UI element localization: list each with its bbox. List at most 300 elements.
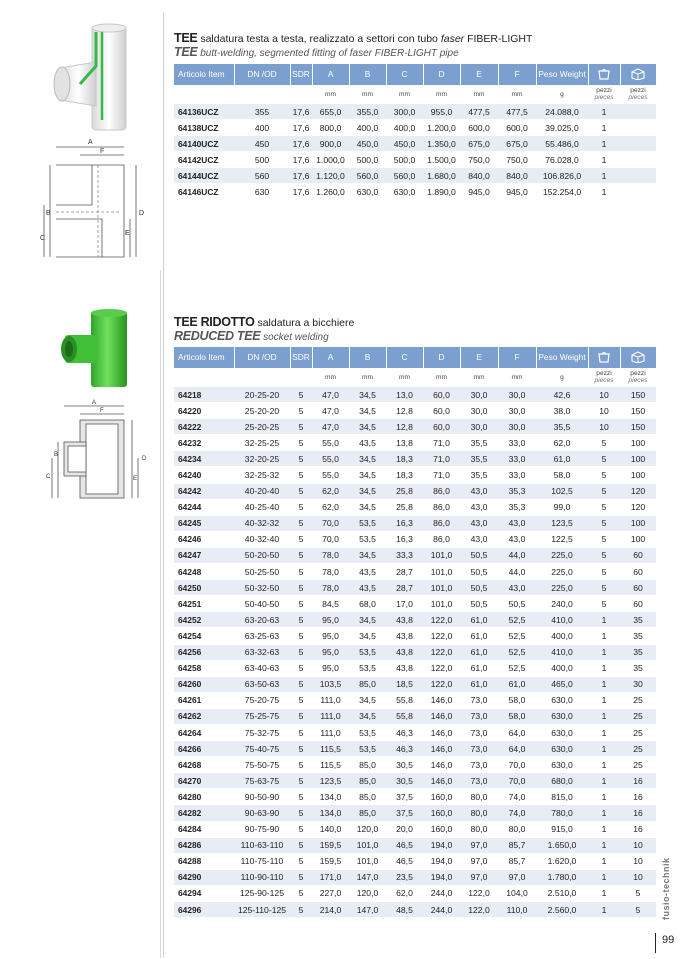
table-cell: 240,0 <box>536 596 588 612</box>
table-cell: 34,5 <box>349 547 386 563</box>
table-cell: 43,8 <box>386 660 423 676</box>
table-cell: 58,0 <box>536 467 588 483</box>
box-icon <box>631 351 645 363</box>
table-cell: 5 <box>290 773 312 789</box>
col-pack-small <box>588 64 620 85</box>
table-cell: 33,0 <box>498 435 536 451</box>
table-cell: 5 <box>290 387 312 403</box>
table-cell: 38,0 <box>536 403 588 419</box>
table-cell: 477,5 <box>498 104 536 120</box>
table-cell: 194,0 <box>423 853 460 869</box>
table-cell: 122,0 <box>423 612 460 628</box>
table-cell: 97,0 <box>460 869 498 885</box>
table-cell: 43,0 <box>460 499 498 515</box>
table-cell: 55,0 <box>312 451 349 467</box>
table-cell: 30,0 <box>498 403 536 419</box>
tee-title-it: saldatura testa a testa, realizzato a settori con tubo <box>200 33 438 45</box>
tee-header-row <box>174 64 656 85</box>
table-cell: 47,0 <box>312 419 349 435</box>
table-cell: 78,0 <box>312 564 349 580</box>
table-cell: 34,5 <box>349 499 386 515</box>
table-cell: 35 <box>620 644 656 660</box>
table-cell: 465,0 <box>536 676 588 692</box>
table-cell: 61,0 <box>460 612 498 628</box>
table-cell: 40-20-40 <box>234 483 290 499</box>
table-cell: 1 <box>588 660 620 676</box>
table-cell: 25 <box>620 708 656 724</box>
table-cell: 800,0 <box>312 120 349 136</box>
table-cell: 5 <box>588 467 620 483</box>
table-cell: 100 <box>620 451 656 467</box>
table-cell <box>620 120 656 136</box>
table-cell: 101,0 <box>423 547 460 563</box>
table-cell: 61,0 <box>536 451 588 467</box>
table-cell: 655,0 <box>312 104 349 120</box>
table-cell: 244,0 <box>423 885 460 901</box>
item-code-cell: 64290 <box>174 869 234 885</box>
tee-section <box>174 32 656 200</box>
table-row <box>174 419 656 435</box>
table-cell: 32-25-32 <box>234 467 290 483</box>
dim-label-d: D <box>139 210 145 217</box>
table-cell: 17,6 <box>290 152 312 168</box>
table-cell: 55,8 <box>386 708 423 724</box>
item-code-cell: 64222 <box>174 419 234 435</box>
table-cell: 43,5 <box>349 580 386 596</box>
table-cell: 53,5 <box>349 531 386 547</box>
table-cell: 100 <box>620 515 656 531</box>
item-code-cell: 64140UCZ <box>174 136 234 152</box>
table-cell: 160,0 <box>423 821 460 837</box>
table-cell: 110,0 <box>498 902 536 918</box>
item-code-cell: 64246 <box>174 531 234 547</box>
col-item: Articolo Item <box>174 64 234 85</box>
table-cell: 18,5 <box>386 676 423 692</box>
table-row <box>174 837 656 853</box>
table-cell: 34,5 <box>349 483 386 499</box>
table-cell: 50-40-50 <box>234 596 290 612</box>
table-row <box>174 644 656 660</box>
bag-icon <box>597 351 611 363</box>
table-cell: 52,5 <box>498 628 536 644</box>
table-cell: 60 <box>620 596 656 612</box>
table-cell: 34,5 <box>349 419 386 435</box>
col-a: A <box>312 347 349 368</box>
table-cell: 10 <box>588 419 620 435</box>
table-cell: 110-90-110 <box>234 869 290 885</box>
table-cell: 5 <box>588 499 620 515</box>
table-cell: 17,6 <box>290 104 312 120</box>
table-cell: 70,0 <box>498 773 536 789</box>
table-cell: 146,0 <box>423 741 460 757</box>
table-cell: 355,0 <box>349 104 386 120</box>
table-cell: 80,0 <box>460 805 498 821</box>
table-cell: 450,0 <box>349 136 386 152</box>
table-cell: 10 <box>620 837 656 853</box>
table-row <box>174 564 656 580</box>
table-cell: 85,0 <box>349 676 386 692</box>
table-cell: 1 <box>588 805 620 821</box>
table-cell: 101,0 <box>423 596 460 612</box>
table-cell: 152.254,0 <box>536 184 588 200</box>
table-cell: 1.680,0 <box>423 168 460 184</box>
table-cell: 30,0 <box>460 419 498 435</box>
table-cell: 18,3 <box>386 467 423 483</box>
table-row <box>174 805 656 821</box>
table-cell: 68,0 <box>349 596 386 612</box>
item-code-cell: 64248 <box>174 564 234 580</box>
table-cell: 10 <box>588 387 620 403</box>
table-cell: 110-75-110 <box>234 853 290 869</box>
table-cell: 30,5 <box>386 757 423 773</box>
table-cell: 134,0 <box>312 805 349 821</box>
table-cell: 1 <box>588 120 620 136</box>
reduced-tee-subtitle <box>174 330 656 344</box>
table-cell: 1.120,0 <box>312 168 349 184</box>
table-cell: 194,0 <box>423 837 460 853</box>
table-cell: 25 <box>620 757 656 773</box>
table-cell: 5 <box>290 451 312 467</box>
item-code-cell: 64242 <box>174 483 234 499</box>
item-code-cell: 64251 <box>174 596 234 612</box>
table-cell: 101,0 <box>349 837 386 853</box>
table-row <box>174 724 656 740</box>
tee-title-it-em: faser <box>440 33 465 45</box>
dim-label-a2: A <box>92 400 97 406</box>
table-cell: 86,0 <box>423 515 460 531</box>
item-code-cell: 64280 <box>174 789 234 805</box>
table-row <box>174 628 656 644</box>
table-cell: 1 <box>588 869 620 885</box>
table-cell: 55,0 <box>312 467 349 483</box>
col-sdr: SDR <box>290 64 312 85</box>
reduced-tee-header-row <box>174 347 656 368</box>
table-cell: 675,0 <box>460 136 498 152</box>
tee-title-bold: TEE <box>174 31 198 45</box>
item-code-cell: 64138UCZ <box>174 120 234 136</box>
table-cell: 86,0 <box>423 531 460 547</box>
col-b: B <box>349 64 386 85</box>
table-cell: 61,0 <box>460 628 498 644</box>
table-cell: 945,0 <box>498 184 536 200</box>
table-cell: 61,0 <box>460 676 498 692</box>
table-cell: 214,0 <box>312 902 349 918</box>
table-cell: 1 <box>588 184 620 200</box>
table-cell: 146,0 <box>423 773 460 789</box>
table-cell: 73,0 <box>460 757 498 773</box>
table-cell: 30,0 <box>460 403 498 419</box>
table-cell: 34,5 <box>349 628 386 644</box>
tee-technical-drawing <box>40 135 158 263</box>
item-code-cell: 64268 <box>174 757 234 773</box>
table-cell: 62,0 <box>386 885 423 901</box>
table-cell: 123,5 <box>536 515 588 531</box>
table-cell: 46,5 <box>386 837 423 853</box>
table-cell: 37,5 <box>386 805 423 821</box>
table-cell: 17,6 <box>290 120 312 136</box>
table-cell: 400,0 <box>536 628 588 644</box>
table-cell: 33,0 <box>498 451 536 467</box>
table-cell: 63-32-63 <box>234 644 290 660</box>
table-cell: 63-40-63 <box>234 660 290 676</box>
table-cell: 1 <box>588 724 620 740</box>
table-cell: 500 <box>234 152 290 168</box>
table-cell: 50-32-50 <box>234 580 290 596</box>
table-cell: 1.890,0 <box>423 184 460 200</box>
table-cell: 111,0 <box>312 708 349 724</box>
table-cell: 1 <box>588 644 620 660</box>
item-code-cell: 64254 <box>174 628 234 644</box>
table-cell: 46,3 <box>386 741 423 757</box>
table-cell: 75-40-75 <box>234 741 290 757</box>
table-row <box>174 120 656 136</box>
table-cell: 34,5 <box>349 451 386 467</box>
item-code-cell: 64142UCZ <box>174 152 234 168</box>
table-cell: 34,5 <box>349 692 386 708</box>
table-cell: 52,5 <box>498 660 536 676</box>
table-cell: 630,0 <box>536 724 588 740</box>
table-cell: 76.028,0 <box>536 152 588 168</box>
table-cell: 5 <box>290 580 312 596</box>
table-cell: 102,5 <box>536 483 588 499</box>
col-e: E <box>460 347 498 368</box>
table-cell: 35 <box>620 628 656 644</box>
reduced-tee-title-bold: TEE RIDOTTO <box>174 315 255 329</box>
table-cell: 5 <box>290 435 312 451</box>
table-cell: 44,0 <box>498 547 536 563</box>
table-cell: 5 <box>290 757 312 773</box>
table-cell: 50-20-50 <box>234 547 290 563</box>
table-cell: 147,0 <box>349 902 386 918</box>
table-cell: 40-25-40 <box>234 499 290 515</box>
table-cell: 410,0 <box>536 612 588 628</box>
table-cell: 1.200,0 <box>423 120 460 136</box>
table-cell: 560,0 <box>349 168 386 184</box>
table-cell: 44,0 <box>498 564 536 580</box>
table-cell: 60 <box>620 580 656 596</box>
table-cell: 16,3 <box>386 515 423 531</box>
table-row <box>174 773 656 789</box>
table-cell: 780,0 <box>536 805 588 821</box>
dim-label-c2: C <box>46 474 51 480</box>
table-row <box>174 660 656 676</box>
table-cell: 227,0 <box>312 885 349 901</box>
table-cell: 5 <box>290 612 312 628</box>
table-cell: 60,0 <box>423 387 460 403</box>
section-divider <box>160 270 161 958</box>
table-cell: 13,0 <box>386 387 423 403</box>
table-cell: 400,0 <box>349 120 386 136</box>
table-cell: 1.500,0 <box>423 152 460 168</box>
table-cell <box>620 168 656 184</box>
table-cell: 111,0 <box>312 692 349 708</box>
table-cell: 75-50-75 <box>234 757 290 773</box>
table-row <box>174 612 656 628</box>
table-cell: 1 <box>588 821 620 837</box>
table-cell: 33,3 <box>386 547 423 563</box>
table-cell: 55.486,0 <box>536 136 588 152</box>
table-cell: 5 <box>620 885 656 901</box>
table-cell: 13,8 <box>386 435 423 451</box>
bag-icon <box>597 68 611 80</box>
table-cell: 5 <box>290 419 312 435</box>
col-sdr: SDR <box>290 347 312 368</box>
table-cell: 53,5 <box>349 660 386 676</box>
table-row <box>174 692 656 708</box>
table-cell: 5 <box>290 467 312 483</box>
table-cell: 1 <box>588 104 620 120</box>
table-cell: 34,5 <box>349 612 386 628</box>
table-cell: 70,0 <box>312 515 349 531</box>
dim-label-d2: D <box>142 456 147 462</box>
table-cell: 5 <box>290 596 312 612</box>
table-cell: 25,8 <box>386 483 423 499</box>
table-row <box>174 168 656 184</box>
table-cell: 159,5 <box>312 837 349 853</box>
table-cell: 60 <box>620 547 656 563</box>
table-cell: 104,0 <box>498 885 536 901</box>
table-row <box>174 531 656 547</box>
table-cell: 43,8 <box>386 612 423 628</box>
col-dn: DN /OD <box>234 64 290 85</box>
table-cell: 43,0 <box>498 580 536 596</box>
table-cell: 750,0 <box>460 152 498 168</box>
dim-label-c: C <box>40 235 46 242</box>
table-cell: 53,5 <box>349 724 386 740</box>
table-cell: 75-25-75 <box>234 708 290 724</box>
table-row <box>174 403 656 419</box>
item-code-cell: 64247 <box>174 547 234 563</box>
tee-subtitle <box>174 46 656 60</box>
table-cell: 1.780,0 <box>536 869 588 885</box>
dim-label-f: F <box>100 148 105 155</box>
col-f: F <box>498 64 536 85</box>
tee-title-it-tail: FIBER-LIGHT <box>467 33 533 45</box>
table-cell: 73,0 <box>460 708 498 724</box>
table-cell: 80,0 <box>460 789 498 805</box>
table-cell: 16,3 <box>386 531 423 547</box>
table-cell: 85,0 <box>349 757 386 773</box>
table-cell: 47,0 <box>312 403 349 419</box>
table-cell: 225,0 <box>536 547 588 563</box>
table-cell: 95,0 <box>312 612 349 628</box>
table-cell: 35,3 <box>498 483 536 499</box>
table-cell: 75-32-75 <box>234 724 290 740</box>
item-code-cell: 64218 <box>174 387 234 403</box>
table-cell: 146,0 <box>423 692 460 708</box>
table-cell: 5 <box>290 660 312 676</box>
table-row <box>174 435 656 451</box>
table-cell: 122,0 <box>423 676 460 692</box>
table-cell: 815,0 <box>536 789 588 805</box>
item-code-cell: 64260 <box>174 676 234 692</box>
table-cell: 120 <box>620 499 656 515</box>
table-row <box>174 547 656 563</box>
table-cell: 140,0 <box>312 821 349 837</box>
table-cell: 43,0 <box>498 531 536 547</box>
table-cell: 500,0 <box>349 152 386 168</box>
table-cell: 101,0 <box>349 853 386 869</box>
table-cell: 194,0 <box>423 869 460 885</box>
table-cell: 5 <box>290 805 312 821</box>
table-cell: 630 <box>234 184 290 200</box>
table-cell: 23,5 <box>386 869 423 885</box>
table-cell: 50,5 <box>460 547 498 563</box>
table-cell: 103,5 <box>312 676 349 692</box>
table-cell: 17,6 <box>290 168 312 184</box>
table-cell: 5 <box>588 451 620 467</box>
col-c: C <box>386 64 423 85</box>
table-cell: 630,0 <box>536 741 588 757</box>
table-cell: 17,6 <box>290 184 312 200</box>
table-cell: 400,0 <box>536 660 588 676</box>
table-row <box>174 467 656 483</box>
table-cell: 355 <box>234 104 290 120</box>
table-cell: 40-32-40 <box>234 531 290 547</box>
table-cell: 37,5 <box>386 789 423 805</box>
table-row <box>174 853 656 869</box>
col-dn: DN /OD <box>234 347 290 368</box>
table-cell: 1 <box>588 168 620 184</box>
dim-label-e2: E <box>133 476 138 482</box>
table-cell: 80,0 <box>460 821 498 837</box>
table-cell: 43,0 <box>498 515 536 531</box>
table-cell: 62,0 <box>312 483 349 499</box>
table-row <box>174 483 656 499</box>
table-cell: 5 <box>290 628 312 644</box>
table-cell: 150 <box>620 403 656 419</box>
table-cell: 5 <box>620 902 656 918</box>
tee-subtitle-text: butt-welding, segmented fitting of faser FIBER-LIGHT pipe <box>200 48 459 59</box>
col-f: F <box>498 347 536 368</box>
col-a: A <box>312 64 349 85</box>
table-cell: 90-50-90 <box>234 789 290 805</box>
table-cell: 101,0 <box>423 564 460 580</box>
tee-title <box>174 32 656 46</box>
table-cell: 1 <box>588 885 620 901</box>
table-cell: 477,5 <box>460 104 498 120</box>
table-cell: 71,0 <box>423 451 460 467</box>
reduced-tee-units-row: mm mm mm mm mm mm g pezzi pieces pezzi pieces <box>325 370 648 384</box>
table-cell: 70,0 <box>312 531 349 547</box>
reduced-tee-subtitle-bold: REDUCED TEE <box>174 329 261 343</box>
table-cell: 122,0 <box>423 628 460 644</box>
item-code-cell: 64288 <box>174 853 234 869</box>
table-cell: 100 <box>620 531 656 547</box>
table-cell: 60 <box>620 564 656 580</box>
table-row <box>174 499 656 515</box>
table-cell: 122,5 <box>536 531 588 547</box>
table-cell: 500,0 <box>386 152 423 168</box>
dim-label-b2: B <box>54 452 59 458</box>
col-weight: Peso Weight <box>536 347 588 368</box>
table-cell: 61,0 <box>498 676 536 692</box>
table-row <box>174 104 656 120</box>
table-cell: 53,5 <box>349 644 386 660</box>
table-cell: 106.826,0 <box>536 168 588 184</box>
table-cell: 25 <box>620 724 656 740</box>
table-cell: 48,5 <box>386 902 423 918</box>
table-row <box>174 387 656 403</box>
table-cell: 600,0 <box>460 120 498 136</box>
table-cell: 30,0 <box>460 387 498 403</box>
table-cell: 34,5 <box>349 467 386 483</box>
col-c: C <box>386 347 423 368</box>
table-cell: 35,5 <box>460 467 498 483</box>
table-cell: 630,0 <box>536 757 588 773</box>
table-cell: 5 <box>290 821 312 837</box>
table-row <box>174 184 656 200</box>
